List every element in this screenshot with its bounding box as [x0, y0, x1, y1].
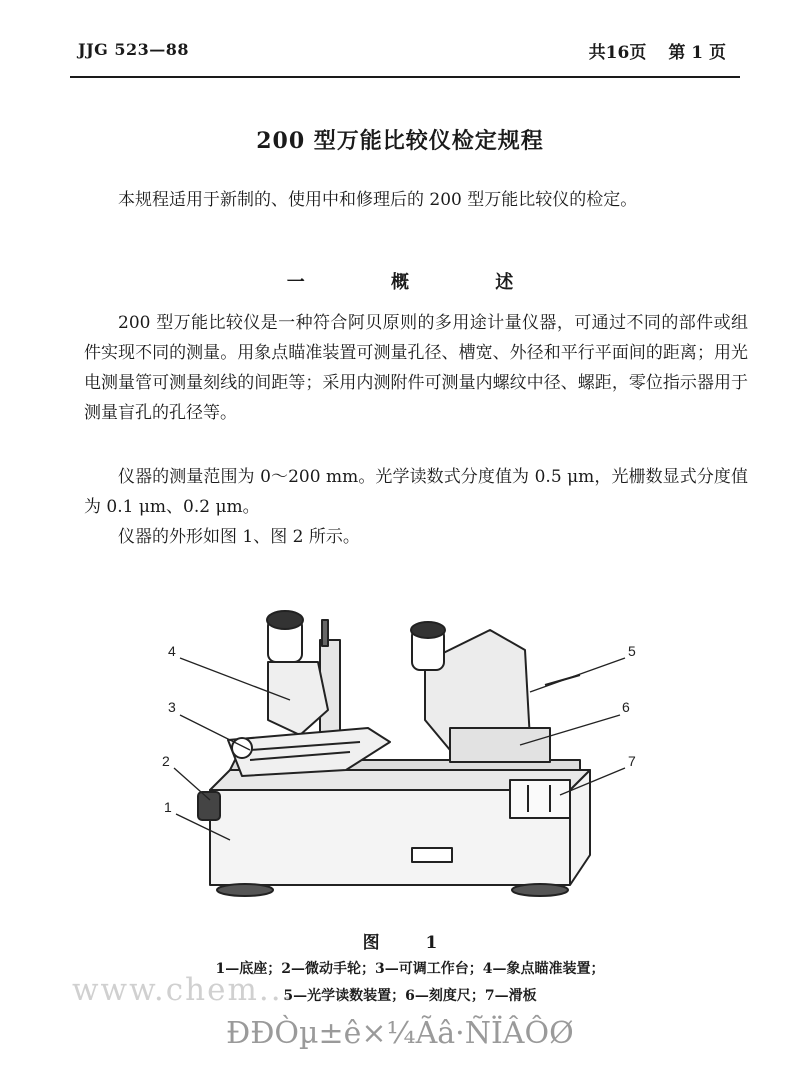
- brand-plate: [412, 848, 452, 862]
- handwheel: [198, 792, 220, 820]
- callout-4: 4: [168, 643, 176, 659]
- figure-legend-line-1: 1—底座；2—微动手轮；3—可调工作台；4—象点瞄准装置；: [215, 961, 605, 977]
- figure-caption: 图 1: [362, 933, 458, 953]
- overview-paragraph-1: 200 型万能比较仪是一种符合阿贝原则的多用途计量仪器，可通过不同的部件或组件实现不同的测量。用象点瞄准装置可测量孔径、槽宽、外径和平行平面间的距离；用光电测量管可测量刻线的间距等；采用内测附件可测量内螺纹中径、螺距，零位指示器用于测量盲孔的孔径等。: [84, 313, 748, 423]
- callout-1: 1: [164, 799, 172, 815]
- callout-5: 5: [628, 643, 636, 659]
- page-header: [70, 30, 740, 78]
- document-title: 200 型万能比较仪检定规程: [256, 128, 544, 154]
- slide: [510, 780, 570, 818]
- overview-paragraph-3: 仪器的外形如图 1、图 2 所示。: [118, 527, 360, 547]
- intro-paragraph: 本规程适用于新制的、使用中和修理后的 200 型万能比较仪的检定。: [118, 190, 638, 210]
- scale: [450, 728, 550, 762]
- callout-7: 7: [628, 753, 636, 769]
- watermark-site: www.chem...: [72, 972, 295, 1008]
- overview-paragraph-2: 仪器的测量范围为 0～200 mm。光学读数式分度值为 0.5 μm，光栅数显式分度值为 0.1 μm、0.2 μm。: [84, 467, 748, 517]
- callout-2: 2: [162, 753, 170, 769]
- watermark-garbled: ÐÐÒµ±ê×¼Ãâ·ÑÏÂÔØ: [226, 1016, 574, 1051]
- instrument-figure: [150, 600, 650, 910]
- callout-3: 3: [168, 699, 176, 715]
- figure-legend-line-2: 5—光学读数装置；6—刻度尺；7—滑板: [283, 988, 537, 1004]
- doc-code: JJG 523—88: [78, 40, 190, 59]
- section-heading: 一 概 述: [286, 272, 554, 293]
- total-pages: 共16页: [588, 43, 647, 63]
- page-info: [589, 38, 726, 63]
- page-number: 第 1 页: [668, 43, 726, 63]
- callout-6: 6: [622, 699, 630, 715]
